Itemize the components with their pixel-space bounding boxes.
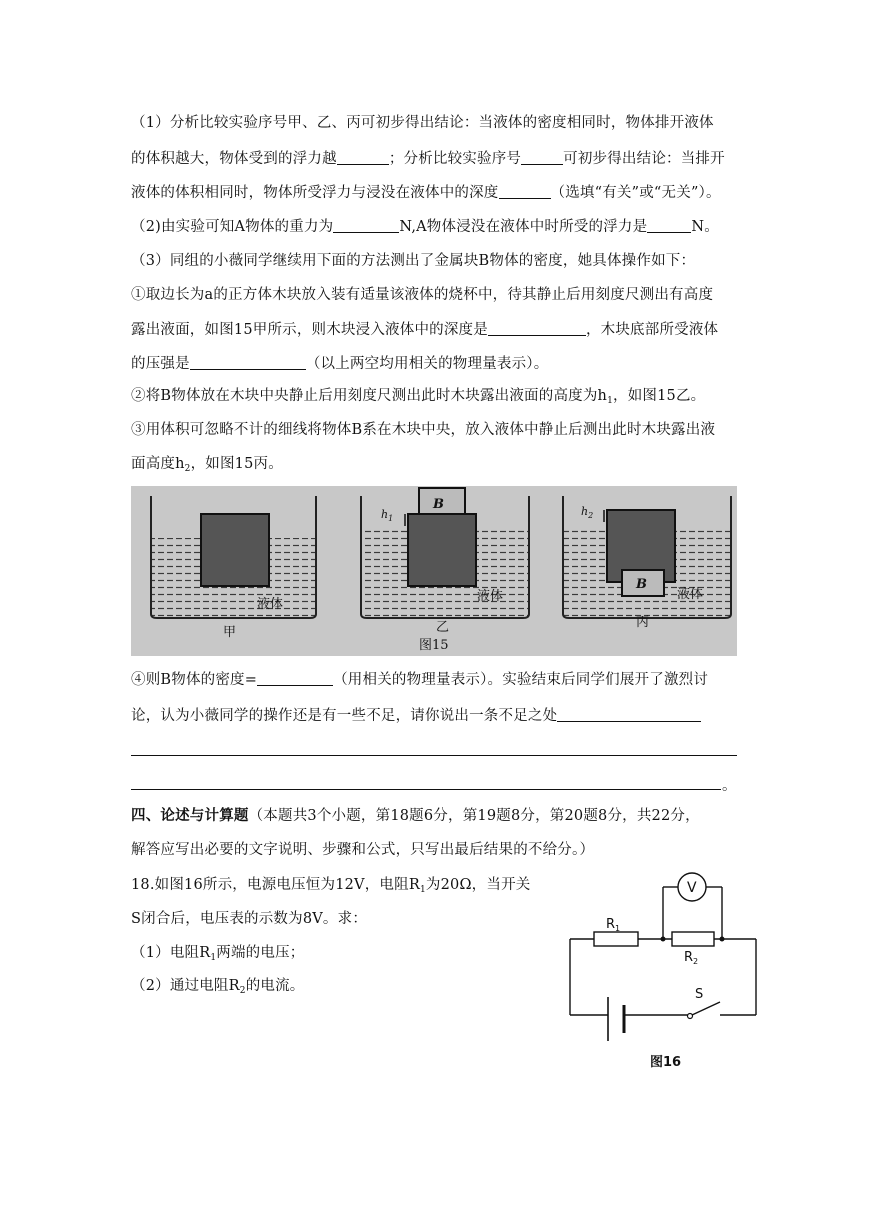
p1-line-2 [131, 149, 725, 169]
p1-text: 液体的体积相同时，物体所受浮力与浸没在液体中的深度 [131, 185, 499, 201]
q18-line-1 [131, 875, 530, 900]
p3-text: （用相关的物理量表示）。实验结束后同学们展开了激烈讨 [333, 672, 709, 688]
label-jia: 甲 [223, 625, 237, 640]
switch-contact [688, 1014, 693, 1019]
p3-text: ③用体积可忽略不计的细线将物体B系在木块中央，放入液体中静止后测出此时木块露出液 [131, 422, 716, 438]
p3-text: 露出液面，如图15甲所示，则木块浸入液体中的深度是 [131, 322, 488, 338]
p3-text: （3）同组的小薇同学继续用下面的方法测出了金属块B物体的密度，她具体操作如下： [131, 253, 696, 269]
p3-step3-line-2 [131, 454, 283, 479]
p3-step3-line-1 [131, 420, 715, 440]
block-b-label: B [433, 497, 444, 512]
answer-blank[interactable] [521, 150, 563, 165]
wood-block [408, 514, 476, 586]
r2-label: $R_2$ [684, 950, 699, 966]
subscript: 2 [184, 464, 191, 474]
section-title: 四、论述与计算题 [131, 807, 249, 824]
subscript: 1 [419, 885, 426, 895]
label-bing: 丙 [636, 615, 650, 630]
answer-blank[interactable] [337, 150, 389, 165]
answer-line[interactable] [131, 755, 737, 756]
p3-text: ④则B物体的密度= [131, 672, 258, 688]
h2-label: $h_2$ [581, 505, 594, 520]
answer-blank[interactable] [190, 355, 306, 370]
p3-text: 论，认为小薇同学的操作还是有一些不足，请你说出一条不足之处 [131, 708, 558, 724]
q18-sub-1 [131, 943, 304, 968]
p1-line-1 [131, 113, 714, 133]
r1-label: $R_1$ [606, 917, 621, 933]
answer-blank[interactable] [557, 707, 701, 722]
p3-text: 面高度h [131, 456, 185, 472]
p3-step2 [131, 386, 705, 411]
section-4-line-1 [131, 806, 700, 826]
answer-blank[interactable] [257, 671, 333, 686]
p3-step4-line-1 [131, 670, 708, 690]
p1-text: 可初步得出结论：当排开 [563, 151, 725, 167]
switch-label: S [695, 987, 704, 1002]
figure-16-circuit [560, 865, 765, 1075]
liquid-label: 液体 [257, 597, 284, 612]
answer-line[interactable] [131, 789, 721, 790]
q18-sub-2 [131, 976, 305, 1001]
p2-text: N,A物体浸没在液体中时所受的浮力是 [399, 219, 648, 235]
p3-text: ，如图15丙。 [190, 456, 283, 472]
p2-text: （2)由实验可知A物体的重力为 [131, 219, 334, 235]
block-b-label: B [636, 577, 647, 592]
junction [661, 937, 666, 942]
fig16-caption: 图16 [650, 1055, 682, 1070]
q18-text: 两端的电压； [216, 945, 305, 961]
section-note: 解答应写出必要的文字说明、步骤和公式，只写出最后结果的不给分。） [131, 842, 595, 858]
q18-text: （1）电阻R [131, 945, 211, 961]
p1-line-3 [131, 183, 721, 203]
p3-intro [131, 251, 695, 271]
p2-text: N。 [691, 219, 719, 235]
fig15-caption: 图15 [419, 638, 449, 653]
answer-blank[interactable] [333, 218, 399, 233]
p1-text: （选填“有关”或“无关”）。 [550, 185, 721, 201]
junction [720, 937, 725, 942]
p3-step1-line-1 [131, 285, 713, 305]
p3-text: ，木块底部所受液体 [585, 322, 719, 338]
q18-text: 18.如图16所示，电源电压恒为12V，电阻R [131, 877, 420, 893]
p3-step4-line-2 [131, 706, 701, 726]
label-yi: 乙 [436, 620, 450, 635]
answer-blank[interactable] [647, 218, 691, 233]
p3-step1-line-3 [131, 354, 548, 374]
p3-step1-line-2 [131, 320, 718, 340]
switch-blade [692, 1002, 720, 1015]
p3-text: 的压强是 [131, 356, 190, 372]
p2-line [131, 217, 719, 237]
wood-block [201, 514, 269, 586]
q18-text: （2）通过电阻R [131, 978, 240, 994]
q18-text: 的电流。 [245, 978, 305, 994]
p1-text: （1）分析比较实验序号甲、乙、丙可初步得出结论：当液体的密度相同时，物体排开液体 [131, 115, 714, 131]
subscript: 1 [607, 396, 614, 406]
subscript: 2 [239, 986, 246, 996]
p1-text: ；分析比较实验序号 [388, 151, 522, 167]
section-note: （本题共3个小题，第18题6分，第19题8分，第20题8分，共22分， [248, 808, 700, 824]
q18-line-2 [131, 909, 367, 929]
p3-text: （以上两空均用相关的物理量表示）。 [305, 356, 549, 372]
liquid-label: 液体 [477, 589, 504, 604]
liquid-label: 液体 [677, 587, 704, 602]
period: 。 [722, 778, 737, 794]
subscript: 1 [210, 953, 217, 963]
q18-text: 为20Ω，当开关 [425, 877, 531, 893]
voltmeter-label: V [687, 880, 697, 896]
p3-text: ①取边长为a的正方体木块放入装有适量该液体的烧杯中，待其静止后用刻度尺测出有高度 [131, 287, 714, 303]
q18-text: S闭合后，电压表的示数为8V。求： [131, 911, 368, 927]
p3-text: ，如图15乙。 [613, 388, 706, 404]
p1-text: 的体积越大，物体受到的浮力越 [131, 151, 337, 167]
h1-label: $h_1$ [381, 508, 394, 523]
p3-text: ②将B物体放在木块中央静止后用刻度尺测出此时木块露出液面的高度为h [131, 388, 608, 404]
answer-blank[interactable] [488, 321, 586, 336]
figure-15 [131, 486, 737, 656]
section-4-line-2 [131, 840, 594, 860]
resistor-r1 [594, 932, 638, 946]
resistor-r2 [672, 932, 714, 946]
answer-blank[interactable] [499, 184, 551, 199]
